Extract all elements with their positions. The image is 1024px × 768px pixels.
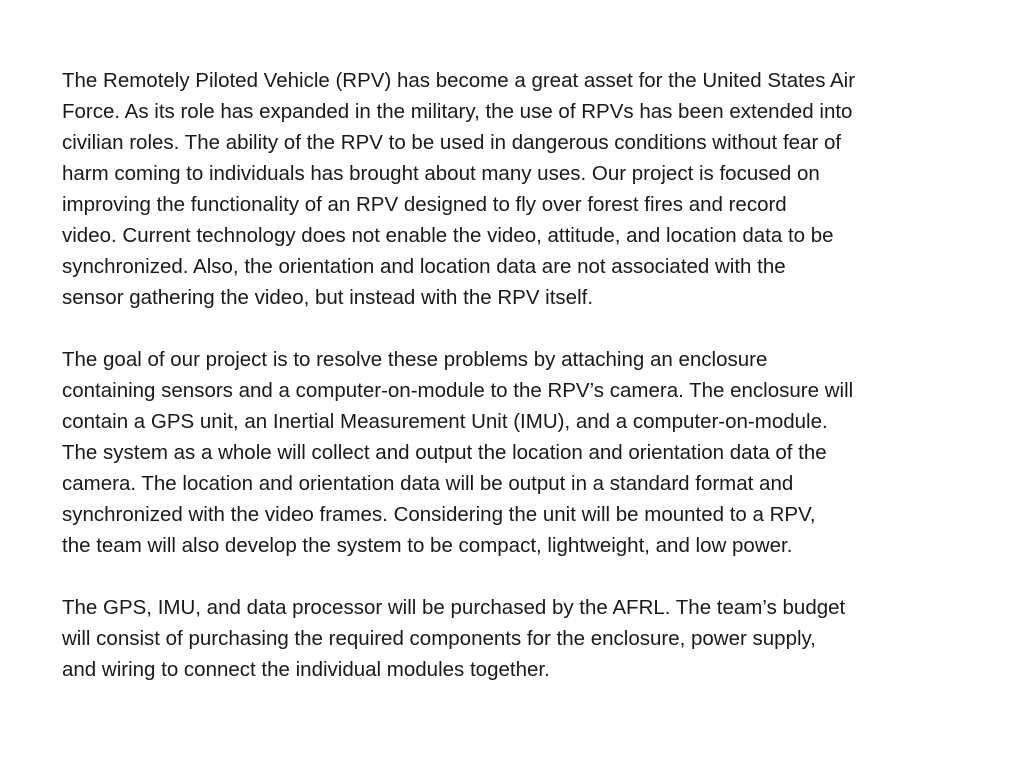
paragraph-project-goal: [62, 344, 974, 561]
text-line: The goal of our project is to resolve these problems by attaching an enclosure: [62, 348, 768, 371]
text-line: sensor gathering the video, but instead with the RPV itself.: [62, 286, 594, 309]
text-line: improving the functionality of an RPV designed to fly over forest fires and record: [62, 193, 787, 216]
body-text: [62, 65, 974, 716]
paragraph-budget: [62, 592, 974, 685]
text-line: civilian roles. The ability of the RPV to be used in dangerous conditions without fear of: [62, 131, 842, 154]
text-line: and wiring to connect the individual modules together.: [62, 658, 550, 681]
text-line: camera. The location and orientation data will be output in a standard format and: [62, 472, 794, 495]
text-line: The system as a whole will collect and output the location and orientation data of the: [62, 441, 827, 464]
text-line: synchronized. Also, the orientation and location data are not associated with the: [62, 255, 786, 278]
text-line: synchronized with the video frames. Considering the unit will be mounted to a RPV,: [62, 503, 816, 526]
text-line: contain a GPS unit, an Inertial Measurement Unit (IMU), and a computer-on-module.: [62, 410, 828, 433]
text-line: the team will also develop the system to be compact, lightweight, and low power.: [62, 534, 793, 557]
text-line: containing sensors and a computer-on-module to the RPV’s camera. The enclosure will: [62, 379, 854, 402]
text-line: The GPS, IMU, and data processor will be purchased by the AFRL. The team’s budget: [62, 596, 846, 619]
paragraph-rpv-overview: [62, 65, 974, 313]
text-line: will consist of purchasing the required components for the enclosure, power supply,: [62, 627, 816, 650]
text-line: The Remotely Piloted Vehicle (RPV) has become a great asset for the United States Air: [62, 69, 856, 92]
text-line: video. Current technology does not enable the video, attitude, and location data to be: [62, 224, 834, 247]
text-line: Force. As its role has expanded in the military, the use of RPVs has been extended into: [62, 100, 853, 123]
text-line: harm coming to individuals has brought about many uses. Our project is focused on: [62, 162, 820, 185]
